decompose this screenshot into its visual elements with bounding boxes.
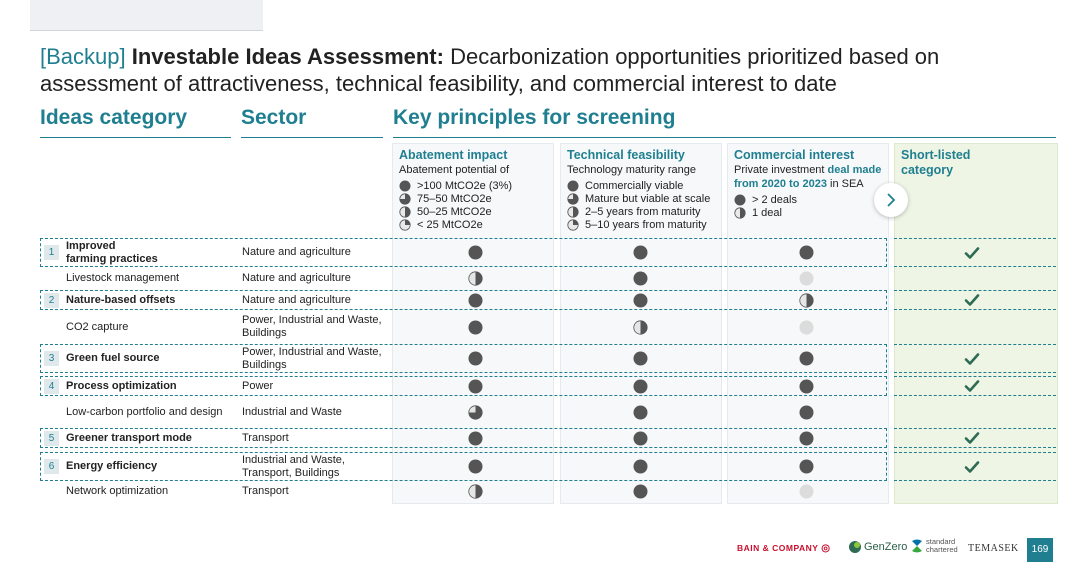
row-sector: Nature and agriculture (242, 246, 351, 258)
sc-wave-icon (910, 538, 924, 554)
row-sector: Power (242, 379, 274, 392)
row-number-badge: 3 (44, 351, 59, 366)
slide-title (40, 43, 1050, 97)
abatement-rating-dot (468, 459, 483, 474)
abatement-rating-dot (468, 320, 483, 335)
shortlist-highlight-box (40, 344, 887, 373)
title-bracket: [Backup] (40, 44, 126, 69)
legend-three-quarter-icon (399, 193, 411, 205)
row-sector: Nature and agriculture (242, 272, 351, 284)
technical-rating-dot (633, 351, 648, 366)
legend-technical-1: Commercially viable (567, 180, 683, 192)
technical-rating-dot (633, 320, 648, 335)
title-rest: Decarbonization opportunities prioritized based on (450, 44, 940, 69)
legend-full-icon (734, 194, 746, 206)
row-category: Improved farming practices (66, 239, 158, 265)
header-underline-principles (393, 137, 1056, 138)
abatement-rating-dot (468, 351, 483, 366)
shortlisted-check-icon (964, 293, 980, 307)
row-sector: Transport (242, 485, 289, 497)
page-number: 169 (1027, 538, 1053, 562)
legend-half-icon (399, 206, 411, 218)
shortlisted-check-icon (964, 246, 980, 260)
technical-rating-dot (633, 484, 648, 499)
legend-half-icon (734, 207, 746, 219)
abatement-rating-dot (468, 293, 483, 308)
legend-half-icon (567, 206, 579, 218)
abatement-title: Abatement impact (399, 148, 508, 162)
chevron-right-icon (884, 193, 898, 207)
abatement-rating-dot (468, 271, 483, 286)
row-category: Green fuel source (66, 352, 160, 364)
technical-rating-dot (633, 245, 648, 260)
shortlisted-check-icon (964, 352, 980, 366)
commercial-rating-dot (799, 484, 814, 499)
title-bold: Investable Ideas Assessment: (131, 44, 444, 69)
technical-title: Technical feasibility (567, 148, 685, 162)
next-arrow-button[interactable] (874, 183, 908, 217)
legend-commercial-1: > 2 deals (734, 194, 797, 206)
temasek-logo: TEMASEK (968, 543, 1019, 554)
technical-rating-dot (633, 271, 648, 286)
row-category: Process optimization (66, 379, 177, 392)
header-underline-category (40, 137, 231, 138)
technical-rating-dot (633, 379, 648, 394)
legend-abatement-3: 50–25 MtCO2e (399, 206, 492, 218)
row-sector: Nature and agriculture (242, 293, 351, 306)
genzero-leaf-icon (848, 540, 862, 554)
shortlisted-check-icon (964, 379, 980, 393)
commercial-rating-dot (799, 271, 814, 286)
shortlist-highlight-box (40, 452, 887, 481)
title-line2: assessment of attractiveness, technical feasibility, and commercial interest to date (40, 71, 837, 96)
row-category: Livestock management (66, 272, 180, 284)
row-number-badge: 4 (44, 379, 59, 394)
legend-technical-4: 5–10 years from maturity (567, 219, 707, 231)
standard-chartered-logo: standard chartered (910, 538, 958, 554)
abatement-rating-dot (468, 484, 483, 499)
technical-rating-dot (633, 293, 648, 308)
row-category: Network optimization (66, 485, 169, 497)
technical-rating-dot (633, 431, 648, 446)
row-sector: Power, Industrial and Waste, Buildings (242, 314, 382, 339)
legend-full-icon (399, 180, 411, 192)
shortlisted-check-icon (964, 431, 980, 445)
commercial-title: Commercial interest (734, 148, 855, 162)
header-key-principles: Key principles for screening (393, 106, 676, 129)
bain-logo: BAIN & COMPANY ◎ (737, 543, 831, 554)
commercial-rating-dot (799, 405, 814, 420)
technical-rating-dot (633, 459, 648, 474)
shortlisted-check-icon (964, 460, 980, 474)
shortlist-highlight-box (40, 238, 887, 267)
header-sector: Sector (241, 106, 307, 129)
row-category: Energy efficiency (66, 460, 158, 472)
abatement-rating-dot (468, 245, 483, 260)
row-number-badge: 5 (44, 431, 59, 446)
top-tab-bar (30, 0, 263, 31)
row-category: Nature-based offsets (66, 293, 176, 306)
legend-full-icon (567, 180, 579, 192)
legend-technical-3: 2–5 years from maturity (567, 206, 701, 218)
commercial-subtitle: Private investment deal made from 2020 to 2023 in SEA (734, 164, 882, 190)
legend-technical-2: Mature but viable at scale (567, 193, 710, 205)
row-sector: Industrial and Waste, Transport, Buildings (242, 453, 345, 479)
legend-commercial-2: 1 deal (734, 207, 782, 219)
commercial-rating-dot (799, 351, 814, 366)
row-number-badge: 2 (44, 293, 59, 308)
legend-three-quarter-icon (567, 193, 579, 205)
header-underline-sector (241, 137, 383, 138)
legend-abatement-4: < 25 MtCO2e (399, 219, 483, 231)
abatement-subtitle: Abatement potential of (399, 164, 510, 176)
commercial-rating-dot (799, 245, 814, 260)
panel-shortlisted (894, 143, 1058, 504)
header-ideas-category: Ideas category (40, 106, 188, 129)
abatement-rating-dot (468, 431, 483, 446)
commercial-rating-dot (799, 293, 814, 308)
legend-abatement-2: 75–50 MtCO2e (399, 193, 492, 205)
row-sector: Transport (242, 431, 289, 444)
abatement-rating-dot (468, 379, 483, 394)
commercial-rating-dot (799, 459, 814, 474)
row-category: CO2 capture (66, 320, 129, 333)
legend-abatement-1: >100 MtCO2e (3%) (399, 180, 512, 192)
commercial-rating-dot (799, 379, 814, 394)
row-category: Low-carbon portfolio and design (66, 405, 223, 418)
row-sector: Industrial and Waste (242, 405, 342, 418)
legend-quarter-icon (567, 219, 579, 231)
commercial-rating-dot (799, 431, 814, 446)
commercial-rating-dot (799, 320, 814, 335)
row-number-badge: 6 (44, 459, 59, 474)
legend-quarter-icon (399, 219, 411, 231)
row-category: Greener transport mode (66, 431, 192, 444)
technical-rating-dot (633, 405, 648, 420)
row-number-badge: 1 (44, 245, 59, 260)
technical-subtitle: Technology maturity range (567, 164, 697, 176)
shortlisted-title: Short-listed category (901, 148, 971, 177)
row-sector: Power, Industrial and Waste, Buildings (242, 345, 382, 371)
genzero-logo: GenZero (848, 540, 907, 554)
abatement-rating-dot (468, 405, 483, 420)
